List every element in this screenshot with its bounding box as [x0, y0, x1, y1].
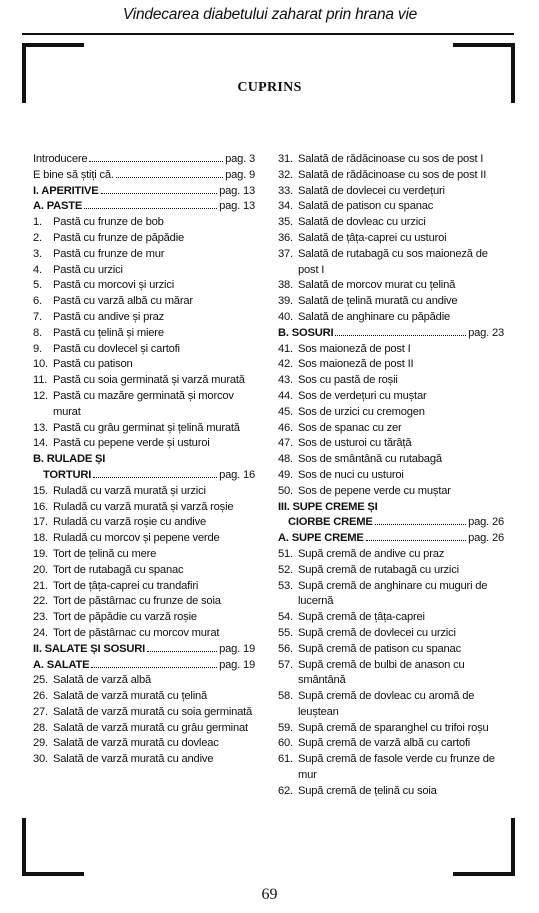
entry-title: Supă cremă de dovlecei cu urzici	[298, 626, 456, 639]
section-page-ref: pag. 16	[219, 468, 255, 481]
entry-title: Supă cremă de bulbi de anason cu smântână	[298, 658, 465, 687]
section-page-ref: pag. 19	[219, 658, 255, 671]
toc-entry	[278, 389, 504, 405]
entry-number: 6.	[33, 295, 42, 308]
toc-entry	[33, 310, 255, 326]
entry-title: Salată de rutabagă cu sos maioneză de post I	[298, 247, 488, 276]
entry-number: 5.	[33, 279, 42, 292]
entry-title: Salată de varză murată cu andive	[53, 753, 214, 766]
entry-number: 39.	[278, 295, 293, 308]
dot-leader	[116, 177, 223, 178]
entry-title: Salată de țâța-caprei cu usturoi	[298, 231, 447, 244]
toc-entry	[278, 436, 504, 452]
entry-number: 61.	[278, 753, 293, 766]
entry-number: 2.	[33, 231, 42, 244]
toc-entry	[278, 784, 504, 800]
toc-entry	[33, 531, 255, 547]
toc-entry	[278, 721, 504, 737]
section-page-ref: pag. 3	[225, 153, 255, 165]
section-page-ref: pag. 26	[468, 516, 504, 529]
entry-number: 45.	[278, 405, 293, 418]
entry-number: 50.	[278, 484, 293, 497]
toc-entry	[33, 626, 255, 642]
entry-title: Tort de țelină cu mere	[53, 547, 157, 560]
entry-number: 13.	[33, 421, 48, 434]
entry-number: 51.	[278, 547, 293, 560]
entry-number: 40.	[278, 310, 293, 323]
toc-entry	[278, 247, 504, 279]
entry-title: Tort de păstârnac cu frunze de soia	[53, 595, 221, 608]
toc-section-line	[278, 515, 504, 531]
entry-number: 58.	[278, 690, 293, 703]
corner-bottom-left-vertical	[22, 818, 26, 876]
entry-title: Pastă cu pepene verde și usturoi	[53, 437, 210, 450]
toc-entry	[33, 579, 255, 595]
section-page-ref: pag. 23	[468, 326, 504, 339]
entry-number: 3.	[33, 247, 42, 260]
toc-section-line	[33, 468, 255, 484]
toc-entry	[278, 421, 504, 437]
entry-number: 22.	[33, 595, 48, 608]
entry-title: Supă cremă de țelină cu soia	[298, 784, 437, 797]
entry-title: Sos cu pastă de roșii	[298, 374, 398, 387]
entry-number: 30.	[33, 753, 48, 766]
page-number: 69	[261, 886, 278, 903]
toc-section-line	[33, 168, 255, 184]
toc-entry	[278, 626, 504, 642]
toc-entry	[278, 231, 504, 247]
entry-title: Salată de rădăcinoase cu sos de post I	[298, 153, 484, 165]
entry-title: Ruladă cu varză murată și urzici	[53, 484, 206, 497]
entry-number: 16.	[33, 500, 48, 513]
corner-bottom-left-horizontal	[22, 872, 84, 876]
toc-entry	[33, 263, 255, 279]
dot-leader	[101, 193, 217, 194]
toc-entry	[33, 357, 255, 373]
entry-number: 48.	[278, 453, 293, 466]
entry-number: 34.	[278, 200, 293, 213]
entry-title: Supă cremă de varză albă cu cartofi	[298, 737, 471, 750]
entry-title: Tort de rutabagă cu spanac	[53, 563, 184, 576]
entry-number: 29.	[33, 737, 48, 750]
corner-bottom-right-horizontal	[453, 872, 515, 876]
toc-entry	[278, 547, 504, 563]
toc-entry	[278, 452, 504, 468]
entry-number: 49.	[278, 468, 293, 481]
toc-section-line	[33, 199, 255, 215]
toc-entry	[33, 231, 255, 247]
toc-entry	[33, 721, 255, 737]
entry-title: Tort de țâța-caprei cu trandafiri	[53, 579, 199, 592]
entry-title: Pastă cu frunze de bob	[53, 216, 164, 229]
entry-number: 14.	[33, 437, 48, 450]
entry-title: Ruladă cu varză murată și varză roșie	[53, 500, 234, 513]
entry-number: 59.	[278, 721, 293, 734]
entry-title: Salată de morcov murat cu țelină	[298, 279, 456, 292]
header-rule	[22, 33, 514, 35]
entry-number: 55.	[278, 626, 293, 639]
dot-leader	[147, 651, 217, 652]
entry-title: Pastă cu grâu germinat și țelină murată	[53, 421, 240, 434]
entry-number: 19.	[33, 547, 48, 560]
entry-title: Sos de usturoi cu tărâță	[298, 437, 412, 450]
entry-number: 1.	[33, 216, 42, 229]
entry-title: Sos maioneză de post II	[298, 358, 414, 371]
toc-entry	[33, 436, 255, 452]
toc-entry	[278, 579, 504, 611]
entry-title: Sos de spanac cu zer	[298, 421, 402, 434]
toc-entry	[33, 247, 255, 263]
entry-number: 53.	[278, 579, 293, 592]
toc-entry	[33, 278, 255, 294]
corner-top-right-horizontal	[453, 43, 515, 47]
toc-entry	[33, 373, 255, 389]
toc-entry	[278, 357, 504, 373]
toc-entry	[278, 563, 504, 579]
entry-number: 9.	[33, 342, 42, 355]
entry-title: Pastă cu patison	[53, 358, 133, 371]
toc-entry	[278, 168, 504, 184]
entry-title: Supă cremă de anghinare cu muguri de lucernă	[298, 579, 488, 608]
section-heading: B. RULADE ȘI	[33, 453, 106, 466]
toc-entry	[278, 310, 504, 326]
entry-title: Pastă cu varză albă cu mărar	[53, 295, 193, 308]
entry-number: 23.	[33, 611, 48, 624]
entry-title: Tort de păstârnac cu morcov murat	[53, 626, 220, 639]
entry-title: Ruladă cu morcov și pepene verde	[53, 532, 220, 545]
entry-number: 32.	[278, 168, 293, 181]
entry-title: Salată de anghinare cu păpădie	[298, 310, 450, 323]
section-label: II. SALATE ȘI SOSURI	[33, 642, 146, 655]
entry-title: Salată de varză murată cu țelină	[53, 690, 208, 703]
entry-number: 31.	[278, 153, 293, 165]
entry-number: 10.	[33, 358, 48, 371]
toc-entry	[278, 373, 504, 389]
dot-leader	[93, 477, 217, 478]
section-page-ref: pag. 9	[225, 168, 255, 181]
entry-title: Sos maioneză de post I	[298, 342, 411, 355]
toc-entry	[278, 689, 504, 721]
entry-number: 44.	[278, 389, 293, 402]
entry-number: 24.	[33, 626, 48, 639]
entry-title: Pastă cu țelină și miere	[53, 326, 164, 339]
toc-entry	[33, 610, 255, 626]
entry-number: 25.	[33, 674, 48, 687]
toc-section-line	[33, 642, 255, 658]
toc-section-line	[278, 326, 504, 342]
entry-number: 18.	[33, 532, 48, 545]
entry-title: Pastă cu frunze de păpădie	[53, 231, 185, 244]
entry-number: 62.	[278, 784, 293, 797]
dot-leader	[84, 208, 217, 209]
entry-title: Supă cremă de sparanghel cu trifoi roșu	[298, 721, 489, 734]
toc-entry	[278, 342, 504, 358]
entry-number: 47.	[278, 437, 293, 450]
entry-title: Salată de varză murată cu dovleac	[53, 737, 219, 750]
section-label: A. SALATE	[33, 658, 90, 671]
toc-entry	[278, 610, 504, 626]
section-page-ref: pag. 13	[219, 200, 255, 213]
entry-number: 20.	[33, 563, 48, 576]
running-header: Vindecarea diabetului zaharat prin hrana vie	[122, 6, 418, 23]
entry-number: 41.	[278, 342, 293, 355]
entry-number: 33.	[278, 184, 293, 197]
toc-title: CUPRINS	[237, 80, 302, 95]
section-label: B. SOSURI	[278, 326, 334, 339]
section-page-ref: pag. 26	[468, 532, 504, 545]
toc-entry	[278, 199, 504, 215]
toc-entry	[33, 752, 255, 768]
entry-number: 15.	[33, 484, 48, 497]
entry-number: 46.	[278, 421, 293, 434]
entry-number: 26.	[33, 690, 48, 703]
dot-leader	[366, 540, 466, 541]
section-page-ref: pag. 19	[219, 642, 255, 655]
entry-title: Pastă cu morcovi și urzici	[53, 279, 175, 292]
entry-number: 42.	[278, 358, 293, 371]
toc-entry	[33, 294, 255, 310]
toc-entry	[278, 405, 504, 421]
entry-title: Pastă cu dovlecel și cartofi	[53, 342, 180, 355]
toc-entry	[278, 468, 504, 484]
dot-leader	[91, 667, 217, 668]
dot-leader	[375, 524, 466, 525]
toc-entry	[278, 152, 504, 168]
section-label: A. PASTE	[33, 200, 83, 213]
entry-title: Ruladă cu varză roșie cu andive	[53, 516, 206, 529]
entry-title: Tort de păpădie cu varză roșie	[53, 611, 197, 624]
entry-number: 28.	[33, 721, 48, 734]
toc-entry	[33, 421, 255, 437]
toc-entry	[33, 342, 255, 358]
entry-title: Salată de varză murată cu soia germinată	[53, 705, 253, 718]
entry-number: 8.	[33, 326, 42, 339]
toc-section-line	[33, 658, 255, 674]
toc-entry	[278, 736, 504, 752]
section-page-ref: pag. 13	[219, 184, 255, 197]
entry-title: Supă cremă de patison cu spanac	[298, 642, 461, 655]
entry-title: Sos de urzici cu cremogen	[298, 405, 425, 418]
entry-number: 36.	[278, 231, 293, 244]
toc-entry	[278, 642, 504, 658]
section-label: A. SUPE CREME	[278, 532, 364, 545]
toc-section-line	[278, 531, 504, 547]
toc-entry	[278, 484, 504, 500]
entry-title: Supă cremă de dovleac cu aromă de leuștean	[298, 690, 475, 718]
toc-entry	[33, 563, 255, 579]
toc-entry	[33, 500, 255, 516]
toc-entry	[278, 294, 504, 310]
toc-entry	[33, 547, 255, 563]
entry-title: Salată de patison cu spanac	[298, 200, 434, 213]
section-label: TORTURI	[43, 468, 92, 481]
entry-title: Sos de nuci cu usturoi	[298, 468, 404, 481]
entry-number: 21.	[33, 579, 48, 592]
dot-leader	[335, 335, 466, 336]
entry-number: 56.	[278, 642, 293, 655]
entry-number: 60.	[278, 737, 293, 750]
entry-number: 57.	[278, 658, 293, 671]
entry-title: Supă cremă de țâța-caprei	[298, 611, 425, 624]
entry-number: 43.	[278, 374, 293, 387]
entry-title: Salată de varză albă	[53, 674, 151, 687]
entry-number: 27.	[33, 705, 48, 718]
entry-title: Pastă cu andive și praz	[53, 310, 165, 323]
entry-number: 35.	[278, 216, 293, 229]
toc-entry	[33, 673, 255, 689]
entry-number: 54.	[278, 611, 293, 624]
entry-title: Supă cremă de rutabagă cu urzici	[298, 563, 459, 576]
toc-entry	[33, 515, 255, 531]
entry-title: Supă cremă de andive cu praz	[298, 547, 445, 560]
entry-title: Salată de rădăcinoase cu sos de post II	[298, 168, 487, 181]
dot-leader	[89, 161, 223, 162]
toc-entry	[33, 705, 255, 721]
entry-number: 17.	[33, 516, 48, 529]
toc-entry	[33, 389, 255, 421]
section-label: CIORBE CREME	[288, 516, 373, 529]
toc-left-column	[33, 152, 255, 768]
entry-title: Pastă cu soia germinată și varză murată	[53, 374, 245, 387]
section-label: I. APERITIVE	[33, 184, 99, 197]
entry-title: Pastă cu frunze de mur	[53, 247, 165, 260]
section-heading: III. SUPE CREME ȘI	[278, 500, 378, 513]
entry-title: Sos de pepene verde cu muștar	[298, 484, 451, 497]
toc-entry	[278, 215, 504, 231]
toc-section-line	[33, 152, 255, 168]
toc-section-line	[33, 184, 255, 200]
corner-top-left-horizontal	[22, 43, 84, 47]
section-label: E bine să știți că.	[33, 168, 114, 181]
entry-number: 12.	[33, 389, 48, 402]
entry-number: 4.	[33, 263, 42, 276]
toc-entry	[278, 278, 504, 294]
entry-title: Sos de verdețuri cu muștar	[298, 389, 427, 402]
toc-entry	[33, 484, 255, 500]
entry-title: Salată de varză murată cu grâu germinat	[53, 721, 248, 734]
entry-title: Pastă cu mazăre germinată și morcov murat	[53, 389, 234, 418]
toc-entry	[278, 658, 504, 690]
toc-entry	[33, 594, 255, 610]
entry-title: Salată de dovlecei cu verdețuri	[298, 184, 445, 197]
section-label: Introducere	[33, 153, 88, 165]
entry-number: 38.	[278, 279, 293, 292]
toc-right-column	[278, 152, 504, 800]
entry-number: 7.	[33, 310, 42, 323]
entry-title: Salată de dovleac cu urzici	[298, 216, 426, 229]
entry-number: 11.	[33, 374, 48, 387]
entry-title: Sos de smântână cu rutabagă	[298, 453, 442, 466]
toc-entry	[278, 184, 504, 200]
corner-bottom-right-vertical	[511, 818, 515, 876]
toc-entry	[33, 215, 255, 231]
entry-title: Salată de țelină murată cu andive	[298, 295, 458, 308]
entry-title: Supă cremă de fasole verde cu frunze de mur	[298, 753, 495, 782]
toc-entry	[278, 752, 504, 784]
toc-entry	[33, 736, 255, 752]
toc-entry	[33, 689, 255, 705]
entry-title: Pastă cu urzici	[53, 263, 123, 276]
entry-number: 52.	[278, 563, 293, 576]
entry-number: 37.	[278, 247, 293, 260]
toc-entry	[33, 326, 255, 342]
